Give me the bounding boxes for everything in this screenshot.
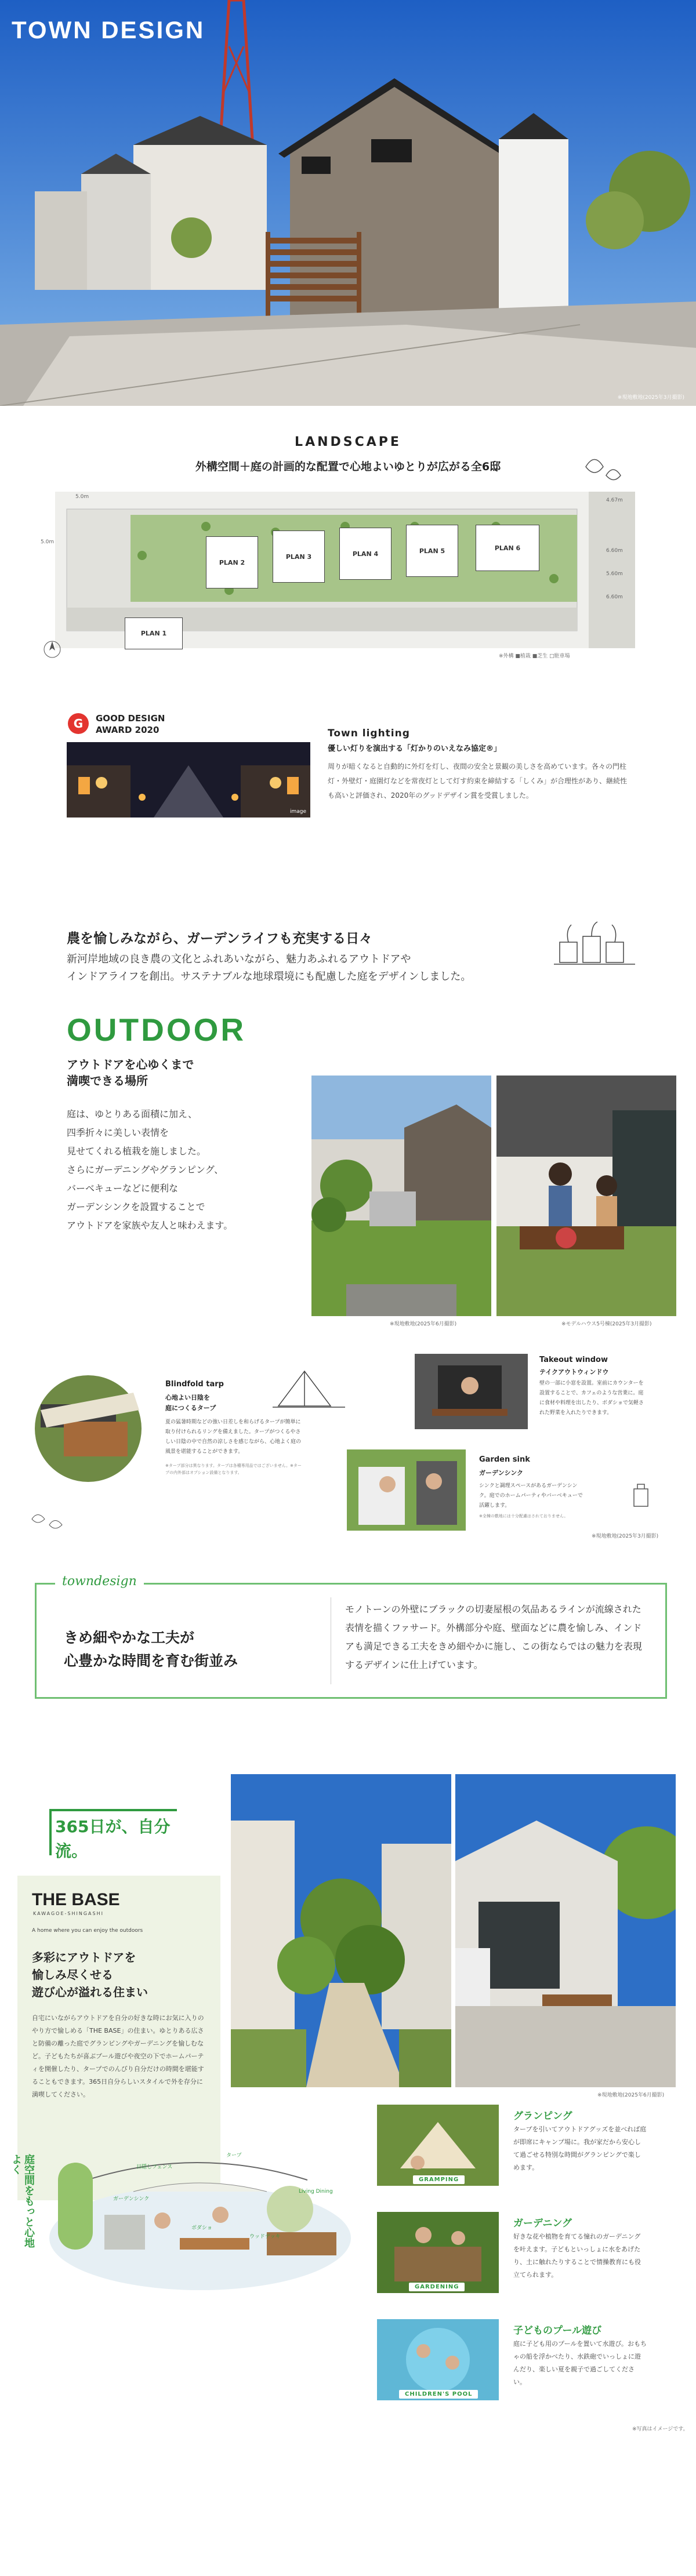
landscape-subheading: 外構空間＋庭の計画的な配置で心地よいゆとりが広がる全6邸 bbox=[195, 460, 501, 473]
pool-body: 庭に子ども用のプールを置いて水遊び。おもちゃの船を浮かべたり、水鉄砲でいっしょに遊んだり、楽しい夏を親子で過ごしてください。 bbox=[513, 2340, 647, 2386]
lighting-title: Town lighting bbox=[328, 728, 410, 739]
hero-section bbox=[0, 0, 696, 406]
garden-life-body-2: インドアライフを創出。サステナブルな地球環境にも配慮した庭をデザインしました。 bbox=[67, 971, 472, 983]
dim-label: 5.0m bbox=[75, 494, 89, 500]
gardening-title: ガーデニング bbox=[513, 2218, 572, 2229]
garden-photo bbox=[311, 1076, 491, 1316]
outdoor-subtitle-1: アウトドアを心ゆくまで bbox=[67, 1058, 194, 1071]
base-deck-photo bbox=[455, 1774, 676, 2087]
outdoor-section bbox=[0, 1009, 696, 1334]
illus-label: ウッドデッキ bbox=[249, 2234, 281, 2240]
landscape-section bbox=[0, 406, 696, 696]
tarp-body: 夏の猛暑時期などの強い日差しを和らげるタープが簡単に取り付けられるリングを備えました。タープがつくるやさしい日陰の中で自然の涼しさを感じながら、心地よく庭の風景を堪能することができます。 bbox=[165, 1419, 302, 1455]
towndesign-heading-1: きめ細やかな工夫が bbox=[64, 1629, 195, 1646]
base-path-photo bbox=[231, 1774, 451, 2087]
garden-sketch-icon bbox=[554, 919, 635, 971]
sink-caption: ※現地敷地(2025年3月撮影) bbox=[592, 1534, 659, 1539]
plan-6: PLAN 6 bbox=[476, 525, 539, 571]
good-design-section bbox=[0, 696, 696, 870]
outdoor-title: OUTDOOR bbox=[67, 1012, 246, 1048]
svg-text:G: G bbox=[73, 717, 84, 731]
north-arrow-icon bbox=[41, 638, 64, 661]
outdoor-body-line: 見せてくれる植栽を施しました。 bbox=[67, 1146, 206, 1157]
base-caption: ※現地敷地(2025年6月撮影) bbox=[597, 2092, 665, 2098]
outdoor-caption-1: ※現地敷地(2025年6月撮影) bbox=[390, 1321, 457, 1327]
image-note: image bbox=[290, 809, 307, 815]
pool-photo bbox=[377, 2319, 499, 2400]
dim-label: 6.60m bbox=[606, 594, 623, 600]
base-heading-2: 愉しみ尽くせる bbox=[32, 1968, 113, 1982]
tent-sketch-icon bbox=[273, 1365, 348, 1412]
lantern-icon bbox=[624, 1478, 658, 1513]
illus-label: ガーデンシンク bbox=[113, 2196, 150, 2202]
dim-label: 4.67m bbox=[606, 497, 623, 503]
garden-sink-photo bbox=[347, 1449, 466, 1531]
pool-title: 子どものプール遊び bbox=[513, 2325, 602, 2337]
gardening-photo bbox=[377, 2212, 499, 2293]
base-footnote: ※写真はイメージです。 bbox=[632, 2426, 688, 2432]
garden-illustration bbox=[46, 2122, 354, 2296]
takeout-body: 壁の一部に小窓を設置。室前にカウンターを設置することで、カフェのような営業に。庭に食材や料理を出したり、ボダショで気軽された野菜を入れたりできます。 bbox=[539, 1380, 644, 1416]
dim-label: 5.0m bbox=[41, 539, 55, 545]
site-plan-legend: ※外構 ■植栽 ■芝生 □駐車場 bbox=[499, 653, 570, 659]
takeout-subtitle: テイクアウトウィンドウ bbox=[539, 1368, 609, 1376]
takeout-window-photo bbox=[415, 1354, 528, 1429]
good-design-logo-icon bbox=[67, 712, 90, 735]
family-photo bbox=[496, 1076, 676, 1316]
base-sub: KAWAGOE-SHINGASHI bbox=[33, 1911, 104, 1916]
outdoor-body-line: バーベキューなどに便利な bbox=[67, 1183, 179, 1194]
gardening-tag: GARDENING bbox=[409, 2283, 465, 2291]
lighting-body: 周りが暗くなると自動的に外灯を灯し、夜間の安全と景観の美しさを高めています。各々の門柱灯・外壁灯・庭園灯などを常夜灯として灯す約束を締結する「しくみ」が合理性があり、継続性も高いと評価され、2020年のグッドデザイン賞を受賞しました。 bbox=[328, 762, 628, 800]
illus-label: タープ bbox=[226, 2153, 242, 2159]
base-catch: 365日が、自分流。 bbox=[55, 1817, 171, 1861]
outdoor-body-line: さらにガーデニングやグランピング、 bbox=[67, 1164, 224, 1175]
tarp-subtitle-2: 庭につくるタープ bbox=[165, 1404, 216, 1412]
towndesign-body: モノトーンの外壁にブラックの切妻屋根の気品あるラインが流線された表情を描くファサード。外構部分や庭、壁面などに農を愉しみ、インドアも満足できる工夫をきめ細やかに施し、この街ならではの魅力を表現するデザインに仕上げています。 bbox=[345, 1604, 642, 1670]
plan-4: PLAN 4 bbox=[339, 528, 392, 580]
outdoor-body-line: ガーデンシンクを設置することで bbox=[67, 1201, 205, 1212]
base-tagline: A home where you can enjoy the outdoors bbox=[32, 1928, 143, 1934]
towndesign-section bbox=[0, 1525, 696, 1670]
hero-title: TOWN DESIGN bbox=[12, 16, 205, 43]
sink-title: Garden sink bbox=[479, 1455, 530, 1464]
takeout-title: Takeout window bbox=[539, 1356, 608, 1364]
illus-label: 目隠しフェンス bbox=[136, 2164, 173, 2170]
outdoor-body-line: 庭は、ゆとりある面積に加え、 bbox=[67, 1109, 197, 1120]
the-base-section bbox=[0, 1774, 696, 2576]
glamping-title: グランピング bbox=[513, 2110, 572, 2122]
outdoor-subtitle-2: 満喫できる場所 bbox=[67, 1074, 148, 1088]
sink-body: シンクと調理スペースがあるガーデンシンク。庭でのホームパーティやバーベキューで活躍します。 bbox=[479, 1483, 583, 1509]
tarp-note: ※タープ部分は異なります。タープは各種専用品ではございません。※タープの内外部はオプション設備となります。 bbox=[165, 1463, 302, 1475]
hero-caption: ※現地敷地(2025年3月撮影) bbox=[617, 395, 684, 401]
plan-3: PLAN 3 bbox=[273, 531, 325, 583]
award-label-2: AWARD 2020 bbox=[96, 725, 160, 735]
tarp-photo bbox=[29, 1375, 148, 1483]
base-side-label: 庭空間をもっと心地よく bbox=[10, 2154, 35, 2248]
towndesign-heading-2: 心豊かな時間を育む街並み bbox=[64, 1652, 238, 1669]
hero-photo bbox=[0, 0, 696, 406]
garden-life-heading: 農を愉しみながら、ガーデンライフも充実する日々 bbox=[67, 931, 373, 946]
plan-5: PLAN 5 bbox=[406, 525, 458, 577]
base-heading-3: 遊び心が溢れる住まい bbox=[32, 1985, 148, 1999]
sink-note-2: ※全棟の敷地には十分配慮はされておりません。 bbox=[479, 1514, 568, 1518]
garden-life-section bbox=[0, 870, 696, 1009]
outdoor-body-line: アウトドアを家族や友人と味わえます。 bbox=[67, 1220, 233, 1231]
base-heading-1: 多彩にアウトドアを bbox=[32, 1950, 136, 1964]
landscape-heading: LANDSCAPE bbox=[295, 435, 401, 449]
garden-life-body-1: 新河岸地域の良き農の文化とふれあいながら、魅力あふれるアウトドアや bbox=[67, 953, 411, 965]
night-street-photo bbox=[67, 742, 310, 818]
leaf-icon bbox=[580, 449, 626, 484]
dim-label: 5.60m bbox=[606, 571, 623, 577]
outdoor-body-line: 四季折々に美しい表情を bbox=[67, 1127, 169, 1138]
award-label-1: GOOD DESIGN bbox=[96, 713, 165, 724]
towndesign-label: towndesign bbox=[55, 1574, 144, 1589]
outdoor-body bbox=[67, 1105, 233, 1235]
pool-tag: CHILDREN'S POOL bbox=[399, 2390, 478, 2399]
outdoor-caption-2: ※モデルハウス5号棟(2025年3月撮影) bbox=[561, 1321, 652, 1327]
plan-2: PLAN 2 bbox=[206, 536, 258, 588]
tarp-subtitle-1: 心地よい日陰を bbox=[165, 1394, 210, 1401]
plan-1: PLAN 1 bbox=[125, 617, 183, 649]
illus-label: ボダショ bbox=[191, 2225, 212, 2231]
lighting-subtitle: 優しい灯りを演出する「灯かりのいえなみ協定®」 bbox=[328, 744, 502, 753]
tarp-title: Blindfold tarp bbox=[165, 1380, 224, 1389]
base-name: THE BASE bbox=[32, 1890, 120, 1909]
dim-label: 6.60m bbox=[606, 548, 623, 554]
sink-subtitle: ガーデンシンク bbox=[479, 1469, 524, 1477]
gardening-body: 好きな花や植物を育てる憧れのガーデニングを叶えます。子どもといっしょに水をあげたり、土に触れたりすることで情操教育にも役立てられます。 bbox=[513, 2233, 641, 2279]
glamping-body: タープを引いてアウトドアグッズを並べれば庭が即席にキャンプ場に。我が家だから安心して過ごせる特別な時間がグランピングで楽しめます。 bbox=[513, 2126, 647, 2171]
glamping-photo bbox=[377, 2105, 499, 2186]
glamping-tag: GRAMPING bbox=[413, 2175, 465, 2184]
illus-label: Living Dining bbox=[299, 2189, 333, 2194]
base-body: 自宅にいながらアウトドアを自分の好きな時にお気に入りのやり方で愉しめる「THE BASE」の住まい。ゆとりある広さと防備の離った庭でグランピングやガーデニングを愉しむなど。子どもたちが喜ぶプール遊びや夜空の下でホームパーティを開催したり、タープでのんびり自分だけの時間を堪能することもできます。365日自分らしいスタイルで外を存分に満喫してください。 bbox=[32, 2014, 204, 2098]
